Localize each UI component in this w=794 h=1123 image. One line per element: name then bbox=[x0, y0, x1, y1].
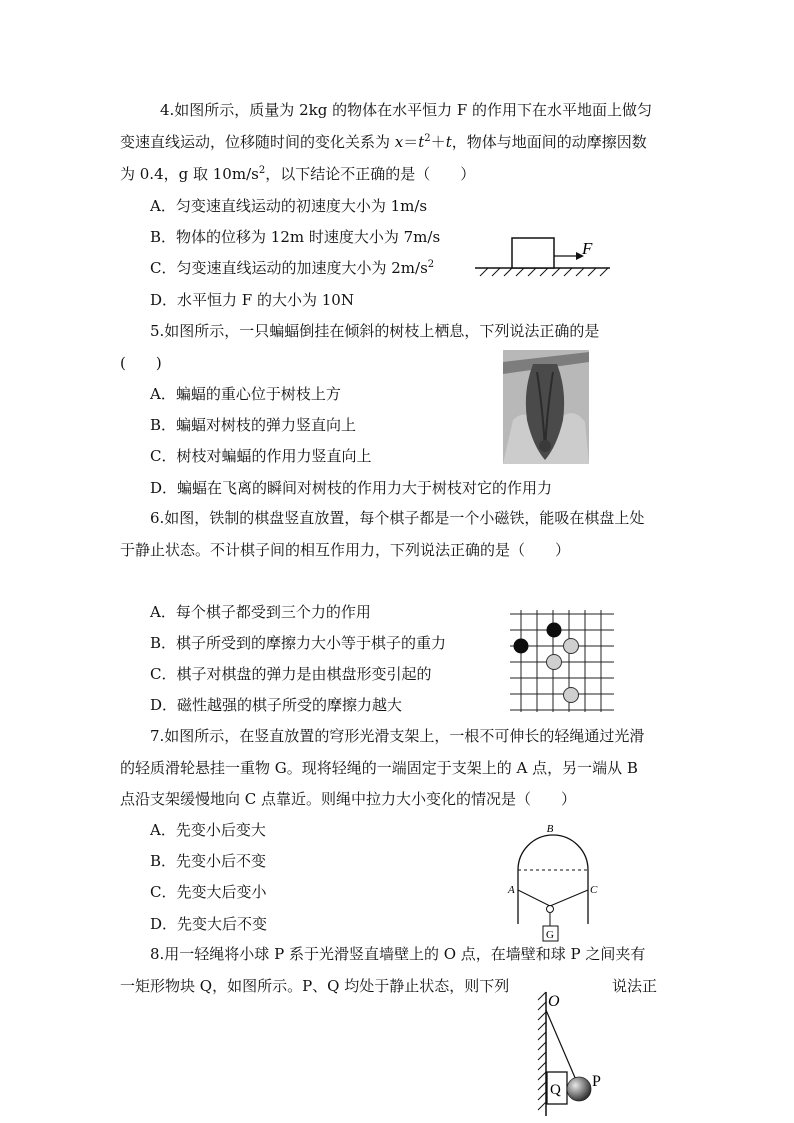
q4-block-force-figure bbox=[470, 232, 620, 282]
gray-stone bbox=[547, 655, 562, 670]
q4-option-b: B．物体的位移为 12m 时速度大小为 7m/s bbox=[150, 228, 441, 246]
q5-option-a: A．蝙蝠的重心位于树枝上方 bbox=[150, 385, 341, 403]
label-p: P bbox=[592, 1073, 601, 1090]
q4-option-d: D．水平恒力 F 的大小为 10N bbox=[150, 291, 354, 309]
q4-line-3-exp: 2 bbox=[258, 165, 266, 176]
q4-line-1: 4.如图所示，质量为 2kg 的物体在水平恒力 F 的作用下在水平地面上做匀 bbox=[160, 101, 653, 119]
q8-line-1: 8.用一轻绳将小球 P 系于光滑竖直墙壁上的 O 点，在墙壁和球 P 之间夹有 bbox=[150, 945, 646, 963]
q4-option-c-exp: 2 bbox=[427, 259, 435, 270]
q6-line-1: 6.如图，铁制的棋盘竖直放置，每个棋子都是一个小磁铁，能吸在棋盘上处 bbox=[150, 509, 645, 527]
wall-hatch bbox=[538, 992, 546, 1110]
gray-stone bbox=[564, 639, 579, 654]
board-grid bbox=[510, 610, 614, 712]
q8-line-2a: 一矩形物块 Q，如图所示。P、Q 均处于静止状态，则下列 bbox=[120, 977, 510, 995]
q5-line-1: 5.如图所示，一只蝙蝠倒挂在倾斜的树枝上栖息，下列说法正确的是 bbox=[150, 322, 600, 340]
q7-option-d: D．先变大后不变 bbox=[150, 915, 268, 933]
q7-line-1: 7.如图所示，在竖直放置的穹形光滑支架上，一根不可伸长的轻绳通过光滑 bbox=[150, 727, 645, 745]
black-stone bbox=[547, 623, 562, 638]
q4-line-2-pre: 变速直线运动，位移随时间的变化关系为 bbox=[120, 133, 395, 151]
q6-option-c: C．棋子对棋盘的弹力是由棋盘形变引起的 bbox=[150, 665, 432, 683]
q4-line-3-post: ，以下结论不正确的是（ ） bbox=[265, 165, 476, 183]
formula-eq: ＝ bbox=[403, 133, 419, 151]
q4-line-3 bbox=[120, 164, 475, 184]
q6-line-2: 于静止状态。不计棋子间的相互作用力，下列说法正确的是（ ） bbox=[120, 541, 571, 559]
ball-p-icon bbox=[567, 1077, 591, 1101]
go-board-figure bbox=[506, 608, 618, 712]
q5-option-d: D．蝙蝠在飞离的瞬间对树枝的作用力大于树枝对它的作用力 bbox=[150, 479, 553, 497]
q4-option-a: A．匀变速直线运动的初速度大小为 1m/s bbox=[150, 197, 428, 215]
label-a: A bbox=[508, 884, 515, 896]
block bbox=[512, 238, 554, 268]
black-stone bbox=[514, 639, 529, 654]
q6-option-a: A．每个棋子都受到三个力的作用 bbox=[150, 603, 371, 621]
gray-stone bbox=[564, 688, 579, 703]
label-c: C bbox=[590, 884, 598, 896]
weight-label: G bbox=[546, 929, 554, 941]
q5-line-2: ( ) bbox=[120, 354, 162, 372]
formula-plus: ＋ bbox=[430, 133, 446, 151]
force-label: F bbox=[582, 239, 593, 258]
q4-line-3-pre: 为 0.4，g 取 10m/s bbox=[120, 165, 259, 183]
formula-exp: 2 bbox=[424, 133, 431, 144]
q7-option-b: B．先变小后不变 bbox=[150, 852, 267, 870]
q4-line-2-post: ，物体与地面间的动摩擦因数 bbox=[451, 133, 647, 151]
formula-t: t bbox=[418, 133, 425, 151]
q7-line-3: 点沿支架缓慢地向 C 点靠近。则绳中拉力大小变化的情况是（ ） bbox=[120, 790, 577, 808]
q7-option-a: A．先变小后变大 bbox=[150, 821, 266, 839]
q8-line-2b: 说法正 bbox=[612, 977, 658, 995]
bat-photo bbox=[503, 350, 589, 464]
q4-option-c-text: C．匀变速直线运动的加速度大小为 2m/s bbox=[150, 259, 428, 277]
q6-option-d: D．磁性越强的棋子所受的摩擦力越大 bbox=[150, 696, 403, 714]
q4-option-c bbox=[150, 258, 434, 278]
formula-x: x bbox=[394, 133, 404, 151]
rope-left bbox=[518, 890, 550, 906]
label-q: Q bbox=[550, 1082, 561, 1098]
wall-ball-figure bbox=[524, 988, 614, 1118]
q6-option-b: B．棋子所受到的摩擦力大小等于棋子的重力 bbox=[150, 634, 447, 652]
formula-t2: t bbox=[445, 133, 452, 151]
ground-hatch bbox=[480, 268, 608, 276]
q5-option-b: B．蝙蝠对树枝的弹力竖直向上 bbox=[150, 416, 357, 434]
q5-option-c: C．树枝对蝙蝠的作用力竖直向上 bbox=[150, 447, 372, 465]
q7-option-c: C．先变大后变小 bbox=[150, 883, 267, 901]
label-o: O bbox=[548, 993, 560, 1010]
label-b: B bbox=[546, 823, 554, 835]
rope-right bbox=[550, 890, 588, 906]
rope-line bbox=[546, 1010, 576, 1080]
arched-frame-figure bbox=[500, 818, 606, 944]
q7-line-2: 的轻质滑轮悬挂一重物 G。现将轻绳的一端固定于支架上的 A 点，另一端从 B bbox=[120, 759, 638, 777]
pulley-icon bbox=[547, 906, 554, 913]
q4-line-2 bbox=[120, 132, 647, 152]
